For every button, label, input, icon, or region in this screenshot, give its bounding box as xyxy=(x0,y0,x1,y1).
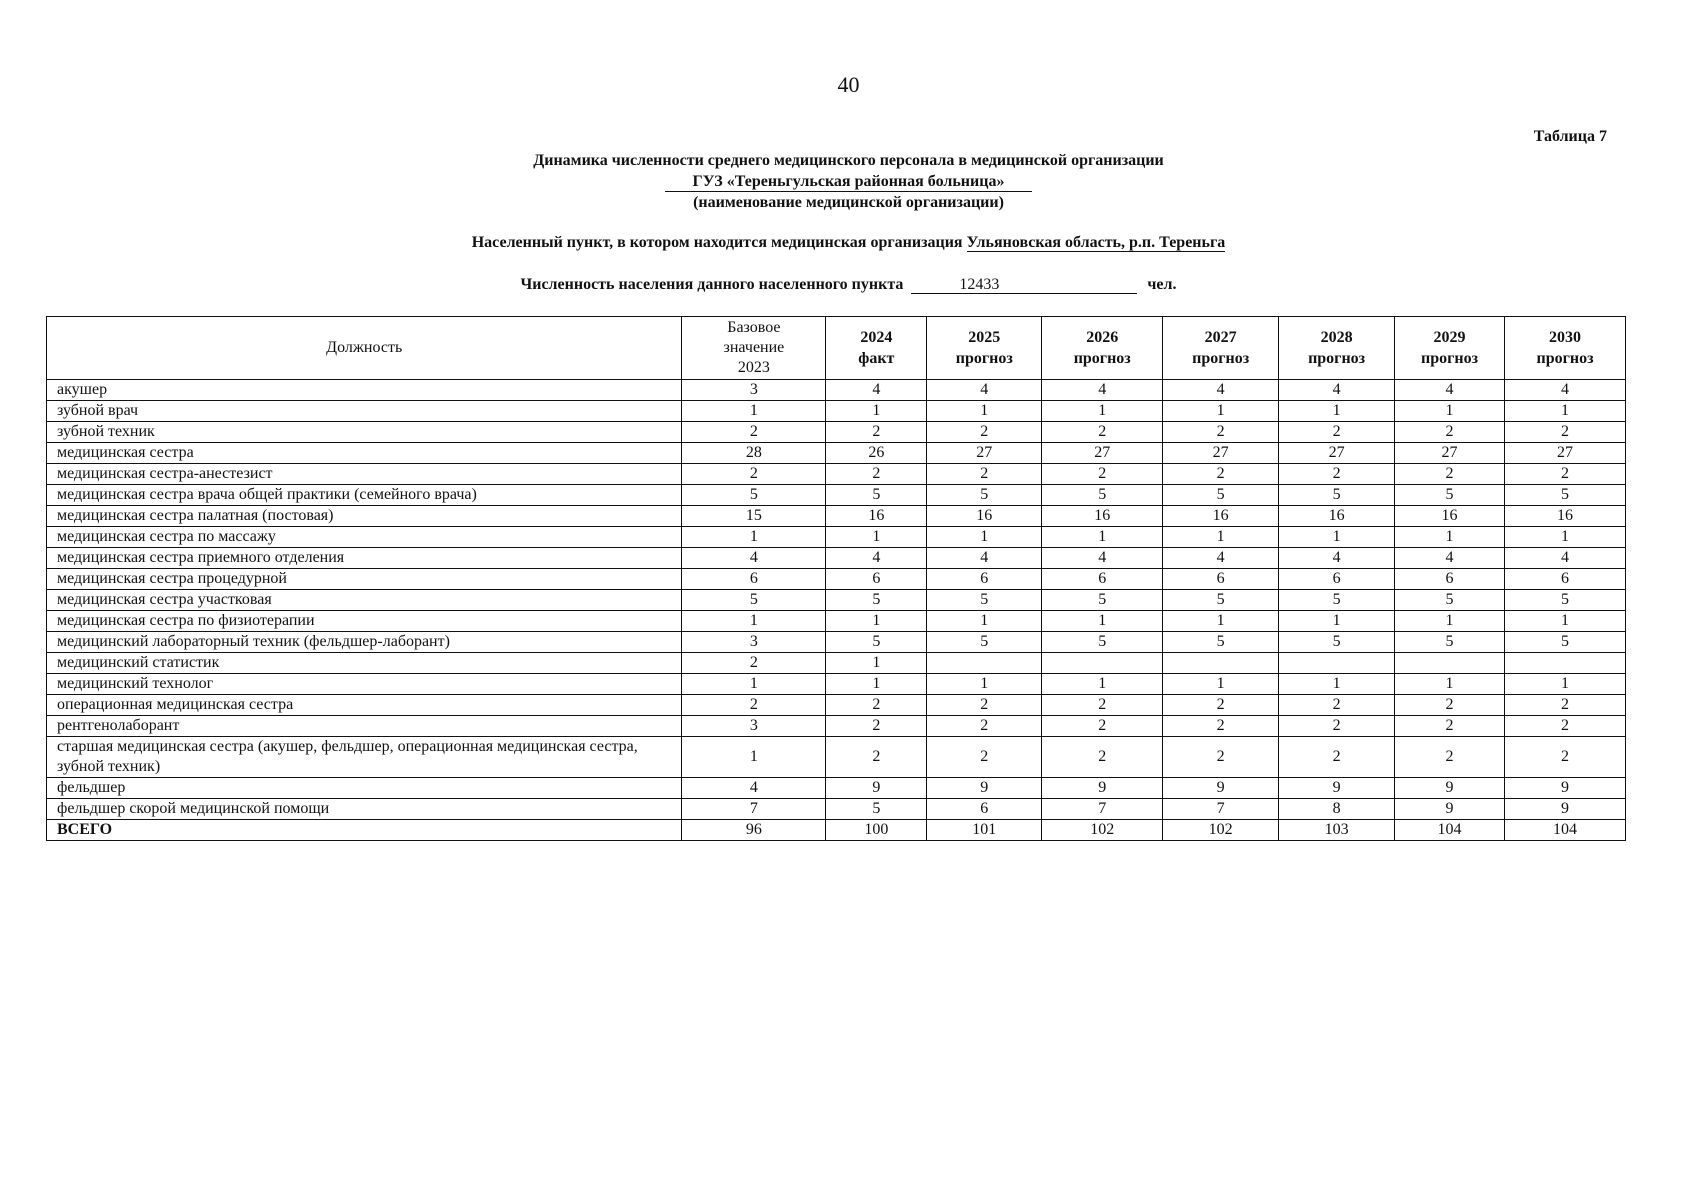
table-row xyxy=(47,569,1626,590)
table-row xyxy=(47,695,1626,716)
base-value-cell: 15 xyxy=(682,506,826,527)
year-value-cell: 16 xyxy=(927,506,1042,527)
year-value-cell: 2 xyxy=(1163,737,1279,778)
position-name: медицинский технолог xyxy=(47,674,682,695)
organization-caption: (наименование медицинской организации) xyxy=(693,194,1004,211)
year-value-cell: 2 xyxy=(1042,716,1163,737)
locality-line xyxy=(0,234,1697,252)
year-value-cell: 2 xyxy=(1042,422,1163,443)
year-value-cell: 5 xyxy=(1163,632,1279,653)
year-value-cell: 2 xyxy=(826,422,927,443)
base-value-cell: 3 xyxy=(682,716,826,737)
year-value-cell: 5 xyxy=(1279,485,1395,506)
year-value-cell: 6 xyxy=(1042,569,1163,590)
table-body xyxy=(47,380,1626,841)
year-value-cell: 1 xyxy=(927,401,1042,422)
year-value-cell: 27 xyxy=(1163,443,1279,464)
position-name: медицинский статистик xyxy=(47,653,682,674)
year-value-cell: 5 xyxy=(1395,485,1505,506)
year-value-cell: 2 xyxy=(1504,422,1625,443)
year-value-cell: 5 xyxy=(826,799,927,820)
year-value-cell: 2 xyxy=(1279,422,1395,443)
year-value-cell: 5 xyxy=(826,632,927,653)
year-value-cell: 9 xyxy=(826,778,927,799)
year-value-cell: 1 xyxy=(927,527,1042,548)
year-value-cell: 5 xyxy=(1042,590,1163,611)
year-value-cell: 103 xyxy=(1279,820,1395,841)
header-year: 2029 прогноз xyxy=(1395,317,1505,380)
position-name: медицинская сестра врача общей практики (семейного врача) xyxy=(47,485,682,506)
year-value-cell: 2 xyxy=(826,716,927,737)
year-value-cell: 6 xyxy=(1504,569,1625,590)
year-value-cell: 102 xyxy=(1163,820,1279,841)
year-value-cell: 27 xyxy=(1279,443,1395,464)
base-value-cell: 3 xyxy=(682,380,826,401)
table-row xyxy=(47,485,1626,506)
year-value-cell: 5 xyxy=(1504,485,1625,506)
table-row xyxy=(47,674,1626,695)
population-unit: чел. xyxy=(1147,276,1177,293)
position-name: фельдшер xyxy=(47,778,682,799)
year-value-cell: 9 xyxy=(1504,799,1625,820)
table-row xyxy=(47,737,1626,778)
base-value-cell: 2 xyxy=(682,695,826,716)
base-value-cell: 5 xyxy=(682,590,826,611)
year-value-cell: 101 xyxy=(927,820,1042,841)
table-row xyxy=(47,443,1626,464)
year-value-cell: 1 xyxy=(1163,674,1279,695)
table-label: Таблица 7 xyxy=(1533,128,1607,145)
year-value-cell: 1 xyxy=(826,527,927,548)
year-value-cell: 2 xyxy=(927,464,1042,485)
position-name: медицинская сестра приемного отделения xyxy=(47,548,682,569)
year-value-cell: 104 xyxy=(1395,820,1505,841)
year-value-cell: 16 xyxy=(1279,506,1395,527)
year-value-cell: 1 xyxy=(1395,527,1505,548)
base-value-cell: 4 xyxy=(682,548,826,569)
table-row xyxy=(47,716,1626,737)
year-value-cell: 2 xyxy=(826,464,927,485)
position-name: медицинская сестра по физиотерапии xyxy=(47,611,682,632)
header-year: 2028 прогноз xyxy=(1279,317,1395,380)
position-name: рентгенолаборант xyxy=(47,716,682,737)
year-value-cell: 27 xyxy=(1395,443,1505,464)
year-value-cell: 9 xyxy=(1395,778,1505,799)
year-value-cell: 27 xyxy=(927,443,1042,464)
locality-value: Ульяновская область, р.п. Тереньга xyxy=(966,234,1226,251)
population-line xyxy=(0,276,1697,294)
year-value-cell: 5 xyxy=(826,590,927,611)
base-value-cell: 4 xyxy=(682,778,826,799)
year-value-cell: 5 xyxy=(927,590,1042,611)
table-row xyxy=(47,590,1626,611)
year-value-cell: 2 xyxy=(927,695,1042,716)
year-value-cell: 16 xyxy=(1504,506,1625,527)
table-row xyxy=(47,778,1626,799)
table-header-row xyxy=(47,317,1626,380)
table-row xyxy=(47,548,1626,569)
year-value-cell: 6 xyxy=(826,569,927,590)
header-year: 2027 прогноз xyxy=(1163,317,1279,380)
position-name: зубной техник xyxy=(47,422,682,443)
year-value-cell xyxy=(1279,653,1395,674)
year-value-cell: 2 xyxy=(1504,695,1625,716)
year-value-cell: 5 xyxy=(1042,632,1163,653)
year-value-cell: 6 xyxy=(1163,569,1279,590)
year-value-cell xyxy=(1504,653,1625,674)
year-value-cell: 4 xyxy=(1042,548,1163,569)
year-value-cell: 1 xyxy=(1042,527,1163,548)
table-row xyxy=(47,380,1626,401)
year-value-cell: 26 xyxy=(826,443,927,464)
year-value-cell: 7 xyxy=(1042,799,1163,820)
year-value-cell: 5 xyxy=(1395,590,1505,611)
year-value-cell: 6 xyxy=(1279,569,1395,590)
year-value-cell: 4 xyxy=(1504,380,1625,401)
year-value-cell: 1 xyxy=(826,611,927,632)
table-row xyxy=(47,506,1626,527)
year-value-cell: 7 xyxy=(1163,799,1279,820)
base-value-cell: 2 xyxy=(682,653,826,674)
base-value-cell: 1 xyxy=(682,674,826,695)
position-name: старшая медицинская сестра (акушер, фельдшер, операционная медицинская сестра, зубной техник) xyxy=(47,737,682,778)
page-number: 40 xyxy=(837,72,860,97)
year-value-cell: 2 xyxy=(1163,695,1279,716)
year-value-cell: 2 xyxy=(1395,422,1505,443)
year-value-cell: 1 xyxy=(826,401,927,422)
year-value-cell: 1 xyxy=(1395,611,1505,632)
year-value-cell: 100 xyxy=(826,820,927,841)
year-value-cell: 2 xyxy=(1163,422,1279,443)
year-value-cell: 2 xyxy=(1504,737,1625,778)
population-value: 12433 xyxy=(911,276,1137,294)
base-value-cell: 3 xyxy=(682,632,826,653)
year-value-cell: 9 xyxy=(1163,778,1279,799)
table-row xyxy=(47,527,1626,548)
base-value-cell: 1 xyxy=(682,527,826,548)
base-value-cell: 5 xyxy=(682,485,826,506)
year-value-cell: 1 xyxy=(1504,674,1625,695)
position-name: зубной врач xyxy=(47,401,682,422)
year-value-cell: 2 xyxy=(1042,464,1163,485)
year-value-cell: 1 xyxy=(1395,401,1505,422)
base-value-cell: 6 xyxy=(682,569,826,590)
year-value-cell: 2 xyxy=(1395,737,1505,778)
table-row xyxy=(47,653,1626,674)
year-value-cell: 5 xyxy=(1395,632,1505,653)
year-value-cell: 1 xyxy=(1395,674,1505,695)
year-value-cell: 5 xyxy=(927,485,1042,506)
year-value-cell: 2 xyxy=(1395,716,1505,737)
base-value-cell: 2 xyxy=(682,464,826,485)
header-base-value: Базовое значение 2023 xyxy=(682,317,826,380)
year-value-cell: 9 xyxy=(1504,778,1625,799)
position-name: операционная медицинская сестра xyxy=(47,695,682,716)
year-value-cell: 1 xyxy=(927,674,1042,695)
year-value-cell: 4 xyxy=(1279,380,1395,401)
header-year: 2026 прогноз xyxy=(1042,317,1163,380)
year-value-cell: 4 xyxy=(1163,380,1279,401)
position-name: фельдшер скорой медицинской помощи xyxy=(47,799,682,820)
year-value-cell: 1 xyxy=(927,611,1042,632)
year-value-cell: 1 xyxy=(1042,611,1163,632)
year-value-cell: 4 xyxy=(927,380,1042,401)
table-row xyxy=(47,799,1626,820)
year-value-cell: 9 xyxy=(927,778,1042,799)
year-value-cell: 1 xyxy=(1163,527,1279,548)
year-value-cell: 1 xyxy=(1042,401,1163,422)
year-value-cell: 1 xyxy=(1042,674,1163,695)
year-value-cell xyxy=(1395,653,1505,674)
year-value-cell: 5 xyxy=(1279,632,1395,653)
year-value-cell: 5 xyxy=(1504,590,1625,611)
year-value-cell: 1 xyxy=(1279,611,1395,632)
header-position: Должность xyxy=(47,317,682,380)
year-value-cell: 1 xyxy=(1279,527,1395,548)
table-row xyxy=(47,464,1626,485)
year-value-cell: 4 xyxy=(1504,548,1625,569)
staff-table xyxy=(46,316,1626,841)
year-value-cell: 2 xyxy=(1504,716,1625,737)
year-value-cell: 6 xyxy=(1395,569,1505,590)
table-row xyxy=(47,401,1626,422)
year-value-cell: 16 xyxy=(1042,506,1163,527)
year-value-cell: 2 xyxy=(927,422,1042,443)
table-row xyxy=(47,611,1626,632)
year-value-cell: 1 xyxy=(1504,611,1625,632)
year-value-cell: 16 xyxy=(826,506,927,527)
year-value-cell: 5 xyxy=(1163,485,1279,506)
base-value-cell: 7 xyxy=(682,799,826,820)
header-year: 2030 прогноз xyxy=(1504,317,1625,380)
year-value-cell: 9 xyxy=(1042,778,1163,799)
year-value-cell: 2 xyxy=(927,716,1042,737)
position-name: медицинская сестра палатная (постовая) xyxy=(47,506,682,527)
year-value-cell: 1 xyxy=(1504,527,1625,548)
year-value-cell: 1 xyxy=(826,653,927,674)
year-value-cell: 2 xyxy=(1395,695,1505,716)
position-name: медицинская сестра участковая xyxy=(47,590,682,611)
year-value-cell: 5 xyxy=(1163,590,1279,611)
year-value-cell: 4 xyxy=(1163,548,1279,569)
year-value-cell xyxy=(927,653,1042,674)
year-value-cell: 104 xyxy=(1504,820,1625,841)
year-value-cell: 16 xyxy=(1395,506,1505,527)
year-value-cell: 6 xyxy=(927,799,1042,820)
year-value-cell: 4 xyxy=(1279,548,1395,569)
year-value-cell: 2 xyxy=(1395,464,1505,485)
position-name: медицинская сестра по массажу xyxy=(47,527,682,548)
year-value-cell: 27 xyxy=(1504,443,1625,464)
year-value-cell: 2 xyxy=(1042,737,1163,778)
year-value-cell: 4 xyxy=(927,548,1042,569)
year-value-cell: 5 xyxy=(826,485,927,506)
year-value-cell: 2 xyxy=(1279,464,1395,485)
year-value-cell: 5 xyxy=(1042,485,1163,506)
population-label: Численность населения данного населенного пункта xyxy=(520,276,904,293)
year-value-cell: 2 xyxy=(1163,464,1279,485)
year-value-cell: 2 xyxy=(826,695,927,716)
base-value-cell: 28 xyxy=(682,443,826,464)
year-value-cell: 2 xyxy=(1279,716,1395,737)
base-value-cell: 1 xyxy=(682,401,826,422)
year-value-cell: 2 xyxy=(927,737,1042,778)
year-value-cell: 2 xyxy=(1042,695,1163,716)
year-value-cell: 2 xyxy=(1504,464,1625,485)
base-value-cell: 1 xyxy=(682,737,826,778)
header-year: 2025 прогноз xyxy=(927,317,1042,380)
year-value-cell: 9 xyxy=(1279,778,1395,799)
year-value-cell: 6 xyxy=(927,569,1042,590)
position-name: медицинская сестра-анестезист xyxy=(47,464,682,485)
year-value-cell: 1 xyxy=(826,674,927,695)
year-value-cell: 102 xyxy=(1042,820,1163,841)
table-row xyxy=(47,632,1626,653)
year-value-cell: 2 xyxy=(826,737,927,778)
year-value-cell xyxy=(1163,653,1279,674)
year-value-cell: 1 xyxy=(1163,401,1279,422)
year-value-cell: 4 xyxy=(1395,380,1505,401)
position-name: медицинская сестра xyxy=(47,443,682,464)
year-value-cell: 9 xyxy=(1395,799,1505,820)
position-name: медицинский лабораторный техник (фельдшер-лаборант) xyxy=(47,632,682,653)
year-value-cell: 2 xyxy=(1163,716,1279,737)
base-value-cell: 96 xyxy=(682,820,826,841)
year-value-cell: 1 xyxy=(1504,401,1625,422)
year-value-cell: 16 xyxy=(1163,506,1279,527)
year-value-cell: 4 xyxy=(826,548,927,569)
year-value-cell: 5 xyxy=(927,632,1042,653)
document-title xyxy=(0,150,1697,213)
year-value-cell: 4 xyxy=(826,380,927,401)
year-value-cell: 1 xyxy=(1279,674,1395,695)
position-name: медицинская сестра процедурной xyxy=(47,569,682,590)
year-value-cell: 1 xyxy=(1279,401,1395,422)
year-value-cell xyxy=(1042,653,1163,674)
year-value-cell: 4 xyxy=(1395,548,1505,569)
position-name: акушер xyxy=(47,380,682,401)
year-value-cell: 2 xyxy=(1279,737,1395,778)
header-year: 2024 факт xyxy=(826,317,927,380)
position-name: ВСЕГО xyxy=(47,820,682,841)
locality-label: Населенный пункт, в котором находится медицинская организация xyxy=(471,234,967,251)
base-value-cell: 1 xyxy=(682,611,826,632)
year-value-cell: 2 xyxy=(1279,695,1395,716)
table-row xyxy=(47,422,1626,443)
year-value-cell: 5 xyxy=(1279,590,1395,611)
year-value-cell: 5 xyxy=(1504,632,1625,653)
organization-name: ГУЗ «Тереньгульская районная больница» xyxy=(665,173,1033,192)
year-value-cell: 27 xyxy=(1042,443,1163,464)
year-value-cell: 1 xyxy=(1163,611,1279,632)
total-row xyxy=(47,820,1626,841)
title-line: Динамика численности среднего медицинского персонала в медицинской организации xyxy=(533,152,1164,169)
year-value-cell: 8 xyxy=(1279,799,1395,820)
year-value-cell: 4 xyxy=(1042,380,1163,401)
base-value-cell: 2 xyxy=(682,422,826,443)
